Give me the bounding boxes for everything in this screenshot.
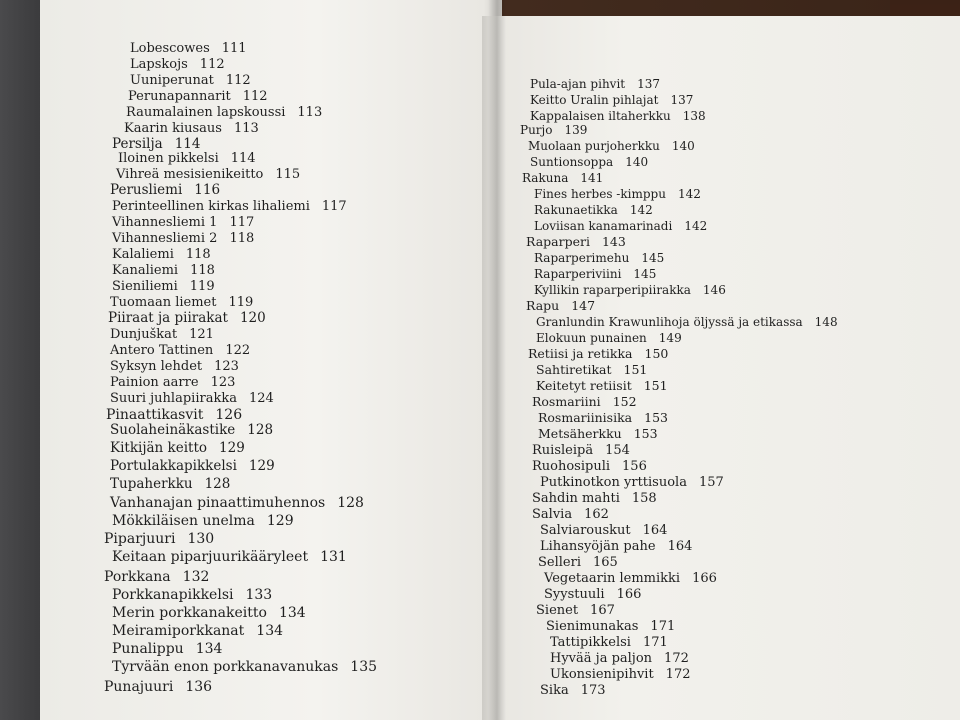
index-entry-page: 137 xyxy=(670,93,694,107)
index-entry-title: Vihreä mesisienikeitto xyxy=(116,167,264,182)
index-entry-page: 151 xyxy=(643,378,668,393)
index-entry xyxy=(112,138,201,152)
index-entry xyxy=(520,124,587,136)
index-entry xyxy=(112,606,306,620)
index-entry-page: 119 xyxy=(228,295,254,310)
index-entry-title: Selleri xyxy=(538,555,581,570)
index-entry-page: 123 xyxy=(210,375,236,390)
index-entry-title: Elokuun punainen xyxy=(536,331,647,345)
index-entry xyxy=(526,236,626,249)
index-entry-page: 153 xyxy=(644,410,668,425)
index-entry xyxy=(112,642,222,656)
index-entry-title: Syystuuli xyxy=(544,587,605,602)
index-entry-title: Persilja xyxy=(112,136,163,152)
index-entry-title: Merin porkkanakeitto xyxy=(112,605,267,621)
index-entry-title: Tuomaan liemet xyxy=(110,295,217,310)
index-entry-page: 116 xyxy=(194,182,221,198)
index-entry xyxy=(110,360,239,373)
index-entry-title: Iloinen pikkelsi xyxy=(118,151,219,166)
index-entry-page: 119 xyxy=(189,279,215,294)
index-entry-title: Metsäherkku xyxy=(538,426,622,441)
index-entry-page: 129 xyxy=(248,458,275,474)
index-entry xyxy=(116,168,300,181)
index-entry-title: Perinteellinen kirkas lihaliemi xyxy=(112,199,310,214)
index-entry xyxy=(112,588,272,602)
index-entry xyxy=(118,152,256,165)
index-entry-title: Lobescowes xyxy=(130,41,210,56)
index-entry-page: 121 xyxy=(189,327,214,342)
index-entry-title: Ruisleipä xyxy=(532,443,594,458)
right-book-page xyxy=(482,16,960,720)
index-entry xyxy=(534,268,656,280)
index-entry-title: Rapu xyxy=(526,298,560,313)
index-entry-page: 115 xyxy=(275,167,301,182)
index-entry-title: Ruohosipuli xyxy=(532,459,611,474)
index-entry-page: 134 xyxy=(256,623,284,639)
index-entry xyxy=(522,172,603,184)
index-entry-title: Kaarin kiusaus xyxy=(124,121,222,136)
index-entry-page: 118 xyxy=(190,263,215,278)
index-entry xyxy=(536,604,615,617)
index-entry xyxy=(126,106,322,119)
index-entry-page: 165 xyxy=(592,555,618,570)
index-entry-page: 171 xyxy=(642,635,668,650)
index-entry xyxy=(130,58,225,71)
index-entry-title: Porkkana xyxy=(104,569,171,585)
index-entry xyxy=(104,532,214,546)
index-entry-title: Rosmariini xyxy=(532,394,601,409)
index-entry-title: Sienimunakas xyxy=(546,619,639,634)
index-entry-page: 173 xyxy=(580,683,606,698)
index-entry-title: Vanhanajan pinaattimuhennos xyxy=(110,495,326,511)
index-entry-title: Raumalainen lapskoussi xyxy=(126,105,286,120)
index-entry-page: 148 xyxy=(814,315,838,329)
index-entry xyxy=(536,364,647,377)
index-entry xyxy=(536,332,682,344)
index-entry xyxy=(108,312,266,326)
index-entry xyxy=(112,248,211,261)
index-entry xyxy=(544,588,641,601)
index-entry xyxy=(532,492,657,505)
index-entry-page: 149 xyxy=(658,331,682,345)
index-entry-title: Fines herbes -kimppu xyxy=(534,187,666,201)
index-entry-page: 118 xyxy=(185,247,211,262)
index-entry-title: Tattipikkelsi xyxy=(550,635,631,650)
book-gutter xyxy=(488,0,506,720)
index-entry-page: 137 xyxy=(637,77,661,91)
index-entry xyxy=(110,328,214,341)
index-entry xyxy=(532,460,647,473)
index-entry-page: 147 xyxy=(571,298,596,313)
index-entry xyxy=(536,316,838,328)
index-entry-title: Putkinotkon yrttisuola xyxy=(540,475,687,490)
index-entry-page: 130 xyxy=(187,531,215,547)
index-entry-title: Sika xyxy=(540,683,569,698)
index-entry-page: 141 xyxy=(580,171,604,185)
index-entry xyxy=(112,660,377,674)
index-entry-page: 140 xyxy=(671,139,695,153)
index-entry-title: Piiraat ja piirakat xyxy=(108,310,228,326)
index-entry xyxy=(112,200,347,213)
index-entry xyxy=(534,284,726,296)
index-entry-title: Sienet xyxy=(536,603,579,618)
index-entry xyxy=(110,442,245,456)
index-entry-title: Tyrvään enon porkkanavanukas xyxy=(112,659,339,675)
index-entry-page: 111 xyxy=(221,41,247,56)
index-entry-page: 135 xyxy=(350,659,378,675)
index-entry xyxy=(530,110,706,122)
index-entry-page: 123 xyxy=(214,359,239,374)
index-entry-title: Keitetyt retiisit xyxy=(536,378,632,393)
index-entry-page: 128 xyxy=(247,422,274,438)
index-entry xyxy=(538,412,668,425)
index-entry-page: 142 xyxy=(677,187,701,201)
index-entry-title: Pinaattikasvit xyxy=(106,407,204,423)
index-entry-page: 167 xyxy=(590,603,615,618)
index-entry xyxy=(534,252,664,264)
index-entry xyxy=(550,636,668,649)
index-entry-page: 131 xyxy=(320,549,347,565)
index-entry-page: 134 xyxy=(278,605,306,621)
index-entry xyxy=(534,188,701,200)
index-entry xyxy=(104,680,212,694)
index-entry xyxy=(110,296,253,309)
left-index-column xyxy=(40,0,502,720)
index-entry xyxy=(532,444,630,457)
index-entry-title: Raparperimehu xyxy=(534,251,630,265)
index-entry-page: 146 xyxy=(702,283,726,297)
index-entry xyxy=(112,264,215,277)
index-entry xyxy=(112,280,215,293)
index-entry xyxy=(112,514,294,528)
index-entry-page: 112 xyxy=(225,73,251,88)
index-entry-page: 140 xyxy=(625,155,649,169)
index-entry-title: Kalaliemi xyxy=(112,247,174,262)
index-entry-title: Pula-ajan pihvit xyxy=(530,77,626,91)
index-entry-title: Ukonsienipihvit xyxy=(550,667,654,682)
index-entry xyxy=(540,684,606,697)
index-entry-title: Meiramiporkkanat xyxy=(112,623,245,639)
index-entry xyxy=(534,220,707,232)
index-entry xyxy=(532,396,637,409)
index-entry-page: 113 xyxy=(297,105,323,120)
index-entry xyxy=(110,392,274,405)
index-entry-page: 145 xyxy=(633,267,657,281)
index-entry-page: 129 xyxy=(219,440,245,456)
index-entry-title: Keitto Uralin pihlajat xyxy=(530,93,659,107)
index-entry-page: 154 xyxy=(605,443,630,458)
index-entry-title: Mökkiläisen unelma xyxy=(112,513,255,529)
index-entry-title: Lapskojs xyxy=(130,57,188,72)
index-entry-title: Perunapannarit xyxy=(128,89,231,104)
index-entry-page: 151 xyxy=(623,362,648,377)
index-entry-title: Punalippu xyxy=(112,641,184,657)
index-entry xyxy=(112,232,254,245)
right-index-column xyxy=(482,16,960,720)
index-entry-title: Vihannesliemi 1 xyxy=(112,215,218,230)
index-entry xyxy=(128,90,268,103)
index-entry-title: Tupaherkku xyxy=(110,476,193,492)
index-entry-title: Uuniperunat xyxy=(130,73,214,88)
index-entry-title: Painion aarre xyxy=(110,375,199,390)
index-entry-page: 145 xyxy=(641,251,665,265)
index-entry xyxy=(526,300,595,313)
index-entry-page: 138 xyxy=(682,109,706,123)
index-entry-page: 122 xyxy=(225,343,251,358)
index-entry-page: 150 xyxy=(644,346,669,361)
index-entry xyxy=(110,424,273,438)
index-entry xyxy=(534,204,653,216)
index-entry xyxy=(546,620,675,633)
index-entry xyxy=(538,556,618,569)
index-entry xyxy=(130,42,247,55)
index-entry-title: Perusliemi xyxy=(110,182,183,198)
index-entry-title: Kappalaisen iltaherkku xyxy=(530,109,671,123)
index-entry-page: 143 xyxy=(601,234,626,249)
index-entry-title: Porkkanapikkelsi xyxy=(112,587,234,603)
index-entry xyxy=(540,540,692,553)
index-entry-title: Muolaan purjoherkku xyxy=(528,139,660,153)
index-entry xyxy=(550,652,689,665)
index-entry-page: 128 xyxy=(337,495,364,511)
index-entry-page: 157 xyxy=(698,475,724,490)
index-entry-page: 171 xyxy=(650,619,676,634)
index-entry-page: 156 xyxy=(622,459,647,474)
index-entry-title: Raparperiviini xyxy=(534,267,622,281)
left-book-page xyxy=(40,0,502,720)
index-entry xyxy=(110,184,220,198)
index-entry-title: Suntionsoppa xyxy=(530,155,614,169)
index-entry-page: 117 xyxy=(321,199,347,214)
index-entry-title: Dunjuškat xyxy=(110,327,178,342)
index-entry-title: Punajuuri xyxy=(104,679,174,695)
index-entry-page: 153 xyxy=(633,426,658,441)
index-entry xyxy=(106,408,242,422)
index-entry xyxy=(110,344,250,357)
index-entry xyxy=(532,508,609,521)
index-entry xyxy=(550,668,691,681)
index-entry-page: 112 xyxy=(242,89,268,104)
index-entry-page: 118 xyxy=(229,231,255,246)
index-entry-title: Sahtiretikat xyxy=(536,362,612,377)
index-entry-title: Syksyn lehdet xyxy=(110,359,203,374)
index-entry xyxy=(530,94,693,106)
index-entry-title: Salviarouskut xyxy=(540,523,631,538)
index-entry-title: Hyvää ja paljon xyxy=(550,651,653,666)
index-entry xyxy=(112,550,347,564)
index-entry-title: Portulakkapikkelsi xyxy=(110,458,237,474)
index-entry-page: 126 xyxy=(215,407,243,423)
index-entry-page: 172 xyxy=(665,667,691,682)
index-entry-title: Vegetaarin lemmikki xyxy=(544,571,681,586)
index-entry-page: 113 xyxy=(233,121,259,136)
index-entry-title: Piparjuuri xyxy=(104,531,176,547)
index-entry-title: Retiisi ja retikka xyxy=(528,346,633,361)
index-entry-page: 142 xyxy=(629,203,653,217)
index-entry-title: Rakunaetikka xyxy=(534,203,618,217)
index-entry-title: Suolaheinäkastike xyxy=(110,422,236,438)
index-entry-title: Keitaan piparjuurikääryleet xyxy=(112,549,309,565)
index-entry-page: 164 xyxy=(667,539,693,554)
index-entry xyxy=(104,570,209,584)
index-entry-title: Granlundin Krawunlihoja öljyssä ja etikassa xyxy=(536,315,803,329)
index-entry-page: 120 xyxy=(239,310,266,326)
index-entry xyxy=(538,428,658,441)
index-entry-title: Lihansyöjän pahe xyxy=(540,539,656,554)
index-entry-page: 112 xyxy=(199,57,225,72)
index-entry xyxy=(540,524,667,537)
index-entry-title: Loviisan kanamarinadi xyxy=(534,219,673,233)
index-entry-title: Kanaliemi xyxy=(112,263,179,278)
index-entry-page: 114 xyxy=(230,151,256,166)
index-entry xyxy=(530,78,660,90)
index-entry-page: 132 xyxy=(182,569,210,585)
index-entry-page: 158 xyxy=(631,491,657,506)
index-entry-title: Sahdin mahti xyxy=(532,491,620,506)
index-entry xyxy=(130,74,251,87)
index-entry-page: 166 xyxy=(616,587,642,602)
index-entry-page: 128 xyxy=(204,476,231,492)
index-entry-title: Purjo xyxy=(520,123,553,137)
index-entry xyxy=(110,376,235,389)
index-entry-title: Vihannesliemi 2 xyxy=(112,231,218,246)
index-entry xyxy=(544,572,717,585)
index-entry xyxy=(110,478,230,492)
index-entry-page: 172 xyxy=(664,651,689,666)
index-entry-title: Kitkijän keitto xyxy=(110,440,208,456)
index-entry-page: 134 xyxy=(195,641,223,657)
index-entry xyxy=(112,624,283,638)
index-entry xyxy=(528,348,668,361)
index-entry-page: 166 xyxy=(692,571,717,586)
index-entry xyxy=(112,216,254,229)
index-entry-title: Antero Tattinen xyxy=(110,343,214,358)
index-entry-page: 136 xyxy=(185,679,213,695)
index-entry-title: Raparperi xyxy=(526,234,590,249)
index-entry-page: 162 xyxy=(584,507,609,522)
index-entry xyxy=(530,156,648,168)
index-entry-title: Sieniliemi xyxy=(112,279,178,294)
index-entry-title: Rakuna xyxy=(522,171,569,185)
index-entry-page: 139 xyxy=(564,123,588,137)
index-entry-title: Salvia xyxy=(532,507,573,522)
index-entry xyxy=(110,496,364,510)
index-entry-page: 114 xyxy=(174,136,201,152)
index-entry-title: Kyllikin raparperipiirakka xyxy=(534,283,691,297)
index-entry-page: 129 xyxy=(266,513,294,529)
index-entry xyxy=(528,140,695,152)
index-entry-title: Suuri juhlapiirakka xyxy=(110,391,237,406)
index-entry-page: 152 xyxy=(612,394,637,409)
index-entry-title: Rosmariinisika xyxy=(538,410,633,425)
index-entry xyxy=(536,380,668,393)
index-entry-page: 164 xyxy=(642,523,668,538)
index-entry-page: 124 xyxy=(248,391,274,406)
index-entry-page: 133 xyxy=(245,587,273,603)
index-entry xyxy=(540,476,724,489)
index-entry xyxy=(124,122,259,135)
index-entry-page: 142 xyxy=(684,219,708,233)
index-entry xyxy=(110,460,275,474)
index-entry-page: 117 xyxy=(229,215,255,230)
